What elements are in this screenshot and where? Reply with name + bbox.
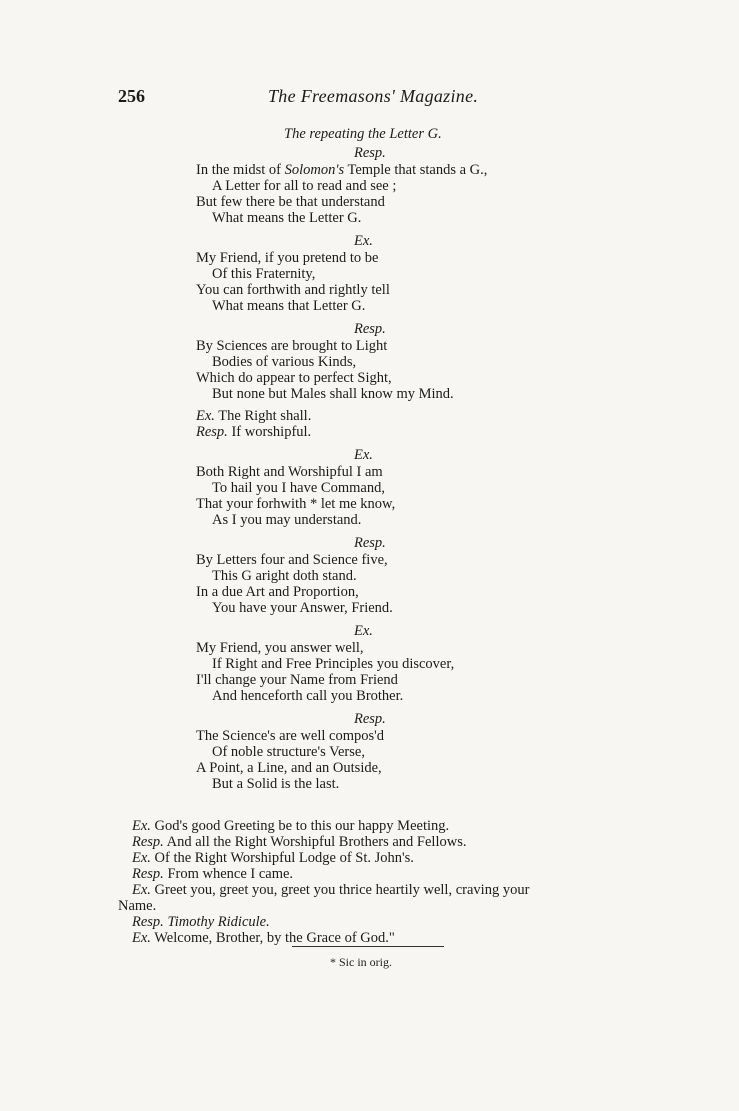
text-run: By Sciences are brought to Light [196, 338, 388, 354]
text-run: You can forthwith and rightly tell [196, 282, 390, 298]
prose-line [118, 850, 638, 866]
text-run: This G aright doth stand. [212, 568, 357, 584]
verse-line [196, 584, 596, 600]
text-run: But a Solid is the last. [212, 776, 340, 792]
speaker-label: Ex. [354, 447, 373, 463]
prose-line [118, 930, 638, 946]
verse-line [196, 298, 596, 314]
text-run: The Science's are well compos'd [196, 728, 385, 744]
text-run: Greet you, greet you, greet you thrice heartily well, craving your [150, 882, 530, 898]
text-run: But none but Males shall know my Mind. [212, 386, 454, 402]
dialogue-prose [118, 818, 638, 946]
italic-text: Resp. [132, 834, 164, 850]
verse-line [196, 600, 596, 616]
text-run: From whence I came. [163, 866, 294, 882]
verse-line [196, 640, 596, 656]
stanza [196, 162, 596, 226]
prose-line [118, 882, 638, 898]
text-run: Temple that stands a G., [344, 162, 488, 178]
text-run: Welcome, Brother, by the Grace of God." [150, 930, 395, 946]
text-run: Of noble structure's Verse, [212, 744, 365, 760]
prose-line [118, 914, 638, 930]
verse-line [196, 178, 596, 194]
text-run: As I you may understand. [212, 512, 362, 528]
speaker-label: Resp. [354, 321, 386, 337]
running-head: The Freemasons' Magazine. [268, 86, 479, 106]
verse-line [196, 210, 596, 226]
text-run: That your forhwith * let me know, [196, 496, 396, 512]
stanza [196, 338, 596, 402]
text-run: God's good Greeting be to this our happy Meeting. [150, 818, 450, 834]
verse-line [196, 386, 596, 402]
verse-line [196, 496, 596, 512]
text-run: What means that Letter G. [212, 298, 366, 314]
verse-block [196, 124, 596, 798]
verse-line [196, 656, 596, 672]
text-run: A Letter for all to read and see ; [212, 178, 397, 194]
text-run: If Right and Free Principles you discover, [212, 656, 455, 672]
text-run: A Point, a Line, and an Outside, [196, 760, 382, 776]
prose-line [118, 866, 638, 882]
text-run: The Right shall. [214, 408, 312, 424]
text-run: My Friend, you answer well, [196, 640, 364, 656]
stanza [196, 728, 596, 792]
verse-line [196, 728, 596, 744]
speaker-label: Resp. [354, 535, 386, 551]
verse-line [196, 480, 596, 496]
text-run: By Letters four and Science five, [196, 552, 388, 568]
text-run: But few there be that understand [196, 194, 385, 210]
speaker-label: Resp. [354, 145, 386, 161]
verse-line [196, 672, 596, 688]
verse-line [196, 162, 596, 178]
stanza [196, 464, 596, 528]
verse-line [196, 250, 596, 266]
verse-line [196, 512, 596, 528]
italic-text: Ex. [132, 850, 151, 866]
stanza [196, 552, 596, 616]
italic-text: Resp. [196, 424, 228, 440]
text-run: Which do appear to perfect Sight, [196, 370, 392, 386]
italic-text: Resp. [132, 866, 164, 882]
verse-line [196, 688, 596, 704]
italic-text: Solomon's [284, 162, 345, 178]
text-run: Of this Fraternity, [212, 266, 316, 282]
speaker-label: Resp. [354, 711, 386, 727]
page-number: 256 [118, 86, 145, 106]
text-run: What means the Letter G. [212, 210, 362, 226]
text-run: Both Right and Worshipful I am [196, 464, 383, 480]
text-run: You have your Answer, Friend. [212, 600, 393, 616]
speaker-label: Ex. [354, 233, 373, 249]
text-run: If worshipful. [227, 424, 312, 440]
text-run: Bodies of various Kinds, [212, 354, 357, 370]
verse-line [196, 552, 596, 568]
italic-text: Timothy Ridicule. [167, 914, 270, 930]
verse-line [196, 464, 596, 480]
italic-text: Resp. [132, 914, 164, 930]
text-run: Name. [118, 898, 157, 914]
italic-text: Ex. [132, 882, 151, 898]
verse-line [196, 354, 596, 370]
text-run: In a due Art and Proportion, [196, 584, 359, 600]
verse-line [196, 744, 596, 760]
verse-line [196, 760, 596, 776]
text-run: Of the Right Worshipful Lodge of St. John's. [150, 850, 414, 866]
stanza [196, 640, 596, 704]
stanza [196, 250, 596, 314]
poem-title: The repeating the Letter G. [284, 126, 442, 142]
verse-line [196, 282, 596, 298]
prose-line [118, 818, 638, 834]
verse-line [196, 266, 596, 282]
italic-text: Ex. [132, 818, 151, 834]
prose-line [118, 834, 638, 850]
short-exchange [196, 408, 596, 440]
speaker-label: Ex. [354, 623, 373, 639]
text-run: I'll change your Name from Friend [196, 672, 398, 688]
italic-text: Ex. [196, 408, 215, 424]
text-run: My Friend, if you pretend to be [196, 250, 379, 266]
verse-line [196, 568, 596, 584]
footnote-rule [292, 946, 444, 947]
prose-line [118, 898, 638, 914]
text-run: And henceforth call you Brother. [212, 688, 404, 704]
verse-line [196, 194, 596, 210]
verse-line [196, 776, 596, 792]
footnote: * Sic in orig. [330, 955, 392, 969]
verse-line [196, 370, 596, 386]
text-run: In the midst of [196, 162, 285, 178]
verse-line [196, 338, 596, 354]
short-exchange-line [196, 424, 596, 440]
text-run: To hail you I have Command, [212, 480, 385, 496]
short-exchange-line [196, 408, 596, 424]
text-run: And all the Right Worshipful Brothers and Fellows. [163, 834, 467, 850]
italic-text: Ex. [132, 930, 151, 946]
